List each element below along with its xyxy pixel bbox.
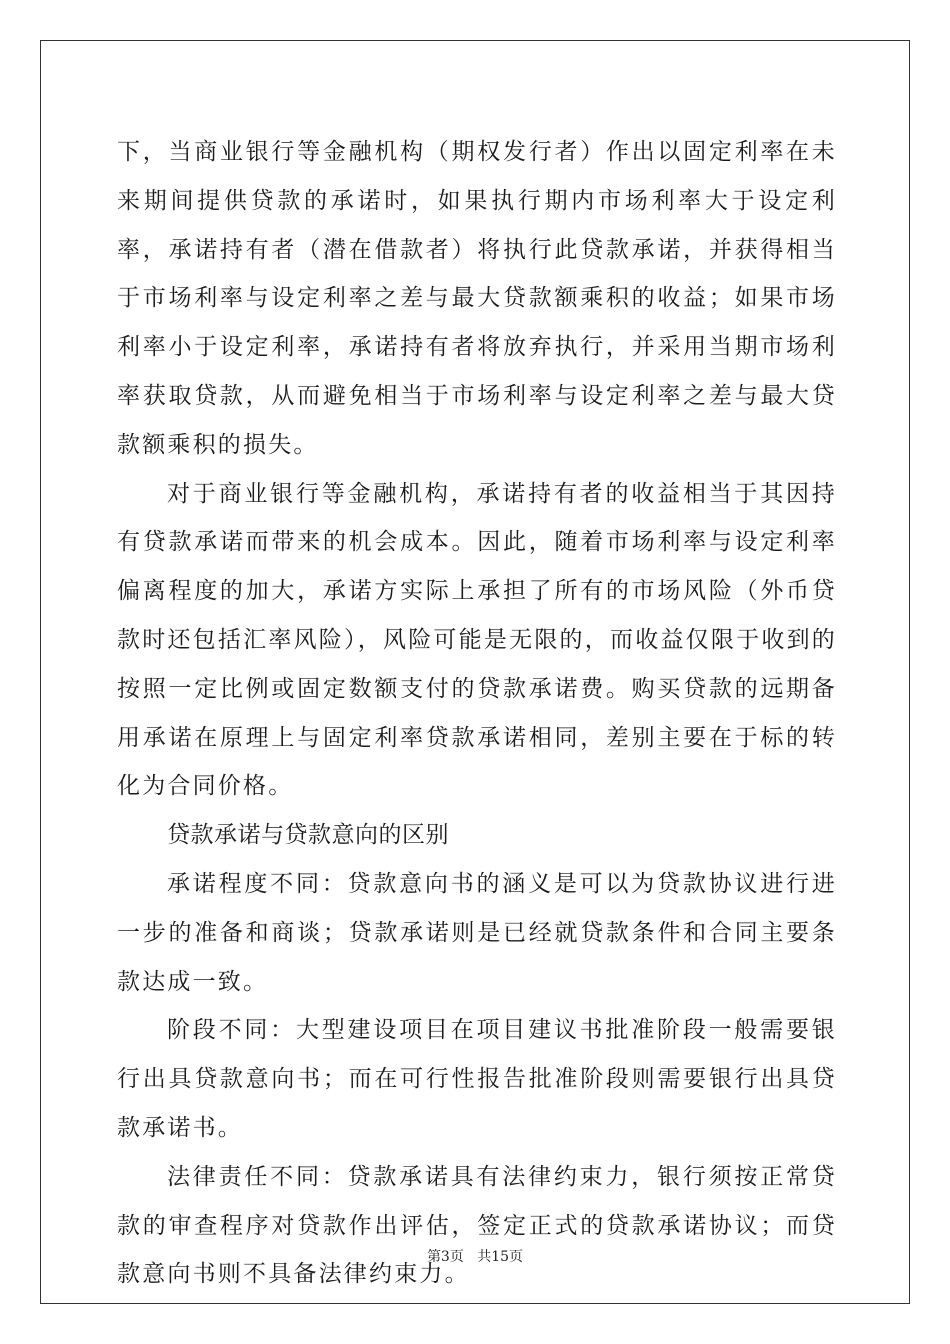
paragraph-5: 法律责任不同：贷款承诺具有法律约束力，银行须按正常贷款的审查程序对贷款作出评估，签定正式的贷款承诺协议；而贷款意向书则不具备法律约束力。	[117, 1163, 837, 1288]
footer-spacer	[464, 1249, 477, 1265]
page-footer	[0, 1246, 950, 1266]
page-total: 共15页	[477, 1249, 524, 1265]
paragraph-1: 下，当商业银行等金融机构（期权发行者）作出以固定利率在未来期间提供贷款的承诺时，如果执行期内市场利率大于设定利率，承诺持有者（潜在借款者）将执行此贷款承诺，并获得相当于市场利率与设定利率之差与最大贷款额乘积的收益；如果市场利率小于设定利率，承诺持有者将放弃执行，并采用当期市场利率获取贷款，从而避免相当于市场利率与设定利率之差与最大贷款额乘积的损失。	[117, 139, 837, 458]
document-body	[117, 128, 837, 1299]
section-heading: 贷款承诺与贷款意向的区别	[167, 822, 449, 849]
page-number: 第3页	[426, 1249, 464, 1265]
paragraph-3: 承诺程度不同：贷款意向书的涵义是可以为贷款协议进行进一步的准备和商谈；贷款承诺则是已经就贷款条件和合同主要条款达成一致。	[117, 870, 837, 995]
paragraph-2: 对于商业银行等金融机构，承诺持有者的收益相当于其因持有贷款承诺而带来的机会成本。因此，随着市场利率与设定利率偏离程度的加大，承诺方实际上承担了所有的市场风险（外币贷款时还包括汇率风险），风险可能是无限的，而收益仅限于收到的按照一定比例或固定数额支付的贷款承诺费。购买贷款的远期备用承诺在原理上与固定利率贷款承诺相同，差别主要在于标的转化为合同价格。	[117, 480, 837, 800]
paragraph-4: 阶段不同：大型建设项目在项目建议书批准阶段一般需要银行出具贷款意向书；而在可行性报告批准阶段则需要银行出具贷款承诺书。	[117, 1017, 837, 1141]
